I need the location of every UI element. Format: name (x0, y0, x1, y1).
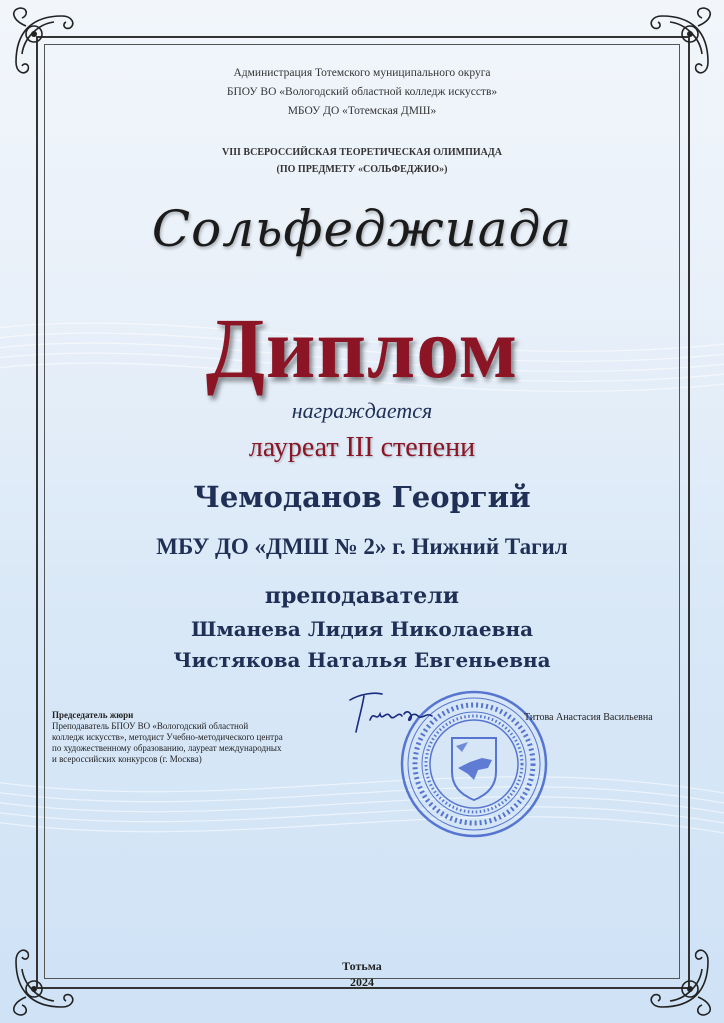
jury-chair-block (52, 710, 302, 765)
jury-description-line: и всероссийских конкурсов (г. Москва) (52, 754, 202, 764)
signature-icon (346, 686, 436, 736)
document-title: Диплом (205, 300, 519, 396)
olympiad-line-2: (ПО ПРЕДМЕТУ «СОЛЬФЕДЖИО») (276, 164, 448, 175)
jury-description-line: по художественному образованию, лауреат международных (52, 743, 282, 753)
footer-city: Тотьма (342, 959, 382, 973)
olympiad-title (0, 144, 724, 178)
teacher-name: Шманева Лидия Николаевна (190, 617, 534, 641)
teachers-heading: преподаватели (264, 583, 460, 609)
awarded-label: награждается (291, 398, 433, 423)
footer-year: 2024 (350, 975, 374, 989)
recipient-name: Чемоданов Георгий (193, 480, 531, 514)
organizer-line: БПОУ ВО «Вологодский областной колледж искусств» (226, 86, 498, 98)
organizers-block (0, 64, 724, 121)
school-name: МБУ ДО «ДМШ № 2» г. Нижний Тагил (156, 534, 568, 559)
event-logo-text: Сольфеджиада (151, 200, 573, 258)
organizer-line: Администрация Тотемского муниципального округа (233, 67, 491, 79)
teacher-name: Чистякова Наталья Евгеньевна (173, 648, 551, 672)
jury-description-line: колледж искусств», методист Учебно-методического центра (52, 732, 283, 742)
footer-block (0, 958, 724, 990)
organizer-line: МБОУ ДО «Тотемская ДМШ» (287, 105, 437, 117)
olympiad-line-1: VIII ВСЕРОССИЙСКАЯ ТЕОРЕТИЧЕСКАЯ ОЛИМПИАДА (222, 147, 502, 158)
jury-chair-name: Титова Анастасия Васильевна (524, 712, 653, 723)
jury-chair-title: Председатель жюри (52, 710, 134, 720)
award-degree: лауреат III степени (248, 432, 476, 463)
jury-description-line: Преподаватель БПОУ ВО «Вологодский областной (52, 721, 249, 731)
